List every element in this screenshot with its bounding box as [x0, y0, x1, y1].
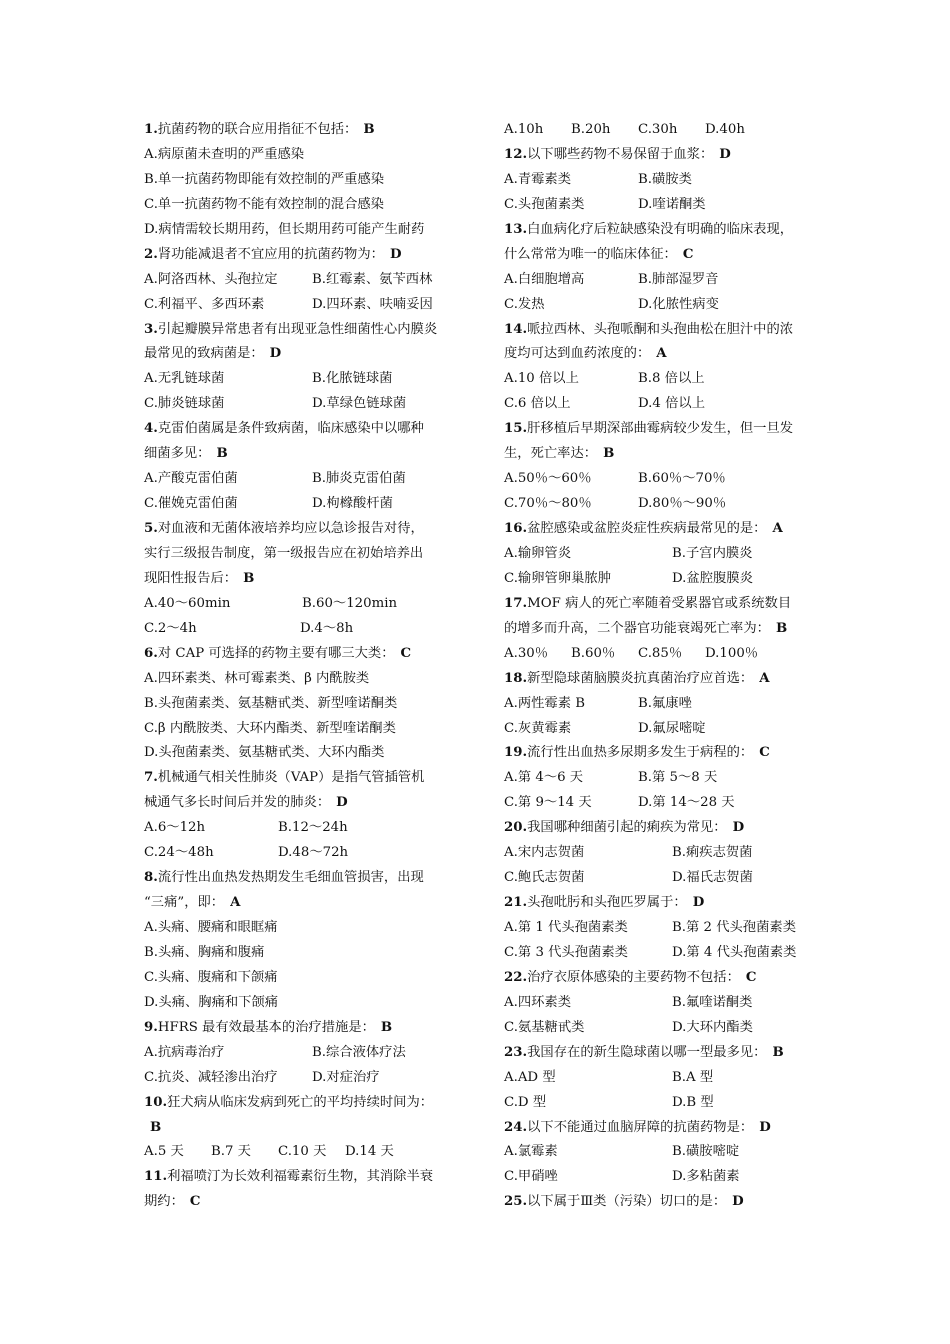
option-text: B.第 5～8 天: [638, 770, 718, 786]
option-row: [144, 467, 460, 492]
question-line: [504, 143, 820, 168]
answer-key: D: [732, 820, 745, 836]
question-number: 18.: [504, 670, 528, 686]
question-number: 5.: [144, 521, 158, 536]
question-text: 现阳性报告后：: [144, 570, 238, 586]
question-line: [144, 642, 460, 667]
option-text: A.30％: [504, 645, 549, 661]
question-line: [504, 891, 820, 916]
option-text: A.AD 型: [504, 1069, 556, 1085]
option-row: [144, 293, 460, 318]
option-row: [504, 542, 820, 567]
question-line: [144, 517, 460, 542]
option-text: B.A 型: [672, 1069, 714, 1085]
question-text: “三痛”，即：: [144, 895, 225, 911]
option-text: B.磺胺类: [638, 171, 692, 187]
question-line: [144, 1091, 460, 1116]
question-number: 4.: [144, 421, 158, 437]
option-row: [504, 791, 820, 816]
question-text: 哌拉西林、头孢哌酮和头孢曲松在胆汁中的浓: [527, 321, 794, 337]
question-text: 新型隐球菌脑膜炎抗真菌治疗应首选：: [527, 670, 754, 686]
question-text: C.β 内酰胺类、大环内酯类、新型喹诺酮类: [144, 720, 396, 736]
answer-key: B: [603, 446, 615, 462]
question-text: 白血病化疗后粒缺感染没有明确的临床表现，: [527, 221, 794, 237]
question-line: [144, 766, 460, 791]
text-line: [144, 143, 460, 168]
question-text: C.单一抗菌药物不能有效控制的混合感染: [144, 196, 384, 212]
option-row: [504, 1066, 820, 1091]
question-line: [504, 517, 820, 542]
question-number: 2.: [144, 246, 158, 262]
option-text: D.对症治疗: [312, 1069, 380, 1085]
question-number: 12.: [504, 146, 528, 162]
option-text: D.喹诺酮类: [638, 196, 706, 212]
option-text: A.6～12h: [144, 820, 206, 836]
option-text: C.输卵管卵巢脓肿: [504, 570, 612, 586]
option-text: A.四环素类: [504, 994, 572, 1010]
option-row: [504, 118, 820, 143]
question-text: 肾功能减退者不宜应用的抗菌药物为：: [157, 246, 384, 262]
option-text: B.子宫内膜炎: [672, 545, 753, 561]
text-line: [144, 168, 460, 193]
option-text: C.30h: [638, 122, 678, 137]
option-text: C.70％～80％: [504, 496, 592, 512]
question-line: [504, 741, 820, 766]
question-number: 24.: [504, 1119, 528, 1135]
option-text: D.100％: [705, 645, 759, 661]
question-line: [504, 417, 820, 442]
option-text: D.40h: [705, 122, 745, 137]
text-line: [504, 617, 820, 642]
question-text: 利福喷汀为长效利福霉素衍生物，其消除半衰: [167, 1169, 434, 1185]
option-row: [504, 1140, 820, 1165]
option-text: A.白细胞增高: [504, 271, 585, 287]
option-row: [504, 367, 820, 392]
option-text: B.60～120min: [302, 595, 398, 611]
option-text: B.肺部湿罗音: [638, 271, 719, 287]
answer-key: D: [732, 1194, 744, 1210]
option-row: [504, 916, 820, 941]
question-text: HFRS 最有效最基本的治疗措施是：: [157, 1019, 375, 1035]
option-text: D.80％～90％: [638, 496, 727, 512]
answer-key: D: [759, 1119, 771, 1135]
option-text: D.四环素、呋喃妥因: [312, 296, 433, 312]
option-text: A.5 天: [144, 1144, 184, 1160]
question-text: 盆腔感染或盆腔炎症性疾病最常见的是：: [527, 521, 767, 536]
answer-key: D: [336, 795, 348, 811]
question-line: [504, 592, 820, 617]
question-text: B.头孢菌素类、氨基糖甙类、新型喹诺酮类: [144, 695, 398, 711]
text-line: [144, 193, 460, 218]
question-text: 度均可达到血药浓度的：: [504, 346, 651, 362]
option-text: B.氟喹诺酮类: [672, 994, 753, 1010]
option-text: C.催娩克雷伯菌: [144, 496, 238, 512]
question-text: B.单一抗菌药物即能有效控制的严重感染: [144, 171, 385, 187]
option-text: A.第 1 代头孢菌素类: [504, 920, 628, 935]
question-number: 11.: [144, 1169, 168, 1185]
question-line: [144, 1016, 460, 1041]
option-text: D.4 倍以上: [638, 396, 705, 412]
text-line: [144, 741, 460, 766]
text-line: [144, 567, 460, 592]
question-line: [504, 966, 820, 991]
question-text: 以下属于Ⅲ类（污染）切口的是：: [527, 1194, 727, 1210]
text-line: [144, 218, 460, 243]
right-column: [504, 118, 820, 1215]
answer-key: B: [775, 620, 788, 636]
question-text: A.头痛、腰痛和眼眶痛: [144, 920, 278, 935]
option-text: C.D 型: [504, 1094, 547, 1110]
question-text: D.头痛、胸痛和下颌痛: [144, 994, 279, 1010]
text-line: [504, 442, 820, 467]
option-row: [504, 642, 820, 667]
question-number: 15.: [504, 421, 528, 437]
answer-key: C: [189, 1194, 201, 1210]
option-text: D.化脓性病变: [638, 296, 719, 312]
question-text: 我国存在的新生隐球菌以哪一型最多见：: [527, 1044, 767, 1060]
question-text: 的增多而升高，二个器官功能衰竭死亡率为：: [504, 620, 770, 636]
question-number: 14.: [504, 321, 528, 337]
option-text: C.第 3 代头孢菌素类: [504, 944, 628, 960]
question-text: 生，死亡率达：: [504, 446, 598, 462]
question-text: 抗菌药物的联合应用指征不包括：: [157, 122, 358, 137]
option-text: B.60％: [571, 645, 616, 661]
option-text: D.大环内酯类: [672, 1019, 753, 1035]
option-row: [504, 1091, 820, 1116]
answer-key: D: [719, 146, 731, 162]
question-text: 最常见的致病菌是：: [144, 346, 264, 362]
question-text: 什么常常为唯一的临床体征：: [504, 246, 677, 262]
option-row: [504, 467, 820, 492]
question-line: [504, 318, 820, 343]
question-number: 19.: [504, 745, 528, 761]
option-row: [504, 841, 820, 866]
option-text: B.60％～70％: [638, 471, 726, 487]
option-row: [144, 367, 460, 392]
option-row: [504, 1165, 820, 1190]
question-text: 引起瓣膜异常患者有出现亚急性细菌性心内膜炎: [157, 321, 438, 337]
option-row: [144, 617, 460, 642]
question-line: [504, 1190, 820, 1215]
option-text: D.第 14～28 天: [638, 795, 735, 811]
option-row: [504, 392, 820, 417]
option-text: C.10 天: [278, 1144, 327, 1160]
option-text: D.14 天: [345, 1144, 394, 1160]
option-text: B.化脓链球菌: [312, 371, 393, 387]
option-text: C.2～4h: [144, 620, 197, 636]
question-line: [144, 118, 460, 143]
answer-key: C: [745, 969, 757, 985]
option-row: [144, 592, 460, 617]
question-text: 头孢吡肟和头孢匹罗属于：: [527, 895, 687, 911]
answer-key: B: [150, 1119, 162, 1135]
left-column: [144, 118, 460, 1215]
option-text: C.氨基糖甙类: [504, 1019, 585, 1035]
question-line: [144, 866, 460, 891]
answer-key: B: [772, 1044, 784, 1060]
question-number: 25.: [504, 1194, 528, 1210]
question-line: [144, 417, 460, 442]
question-line: [144, 1165, 460, 1190]
text-line: [144, 442, 460, 467]
option-text: B.痢疾志贺菌: [672, 845, 753, 861]
option-text: A.输卵管炎: [504, 545, 572, 561]
option-text: D.48～72h: [278, 845, 349, 861]
option-text: D.B 型: [672, 1094, 714, 1110]
question-text: D.病情需较长期用药，但长期用药可能产生耐药: [144, 221, 425, 237]
question-text: 肝移植后早期深部曲霉病较少发生，但一旦发: [527, 421, 794, 437]
option-row: [504, 717, 820, 742]
question-text: 我国哪种细菌引起的痢疾为常见：: [527, 820, 727, 836]
option-text: D.盆腔腹膜炎: [672, 570, 753, 586]
question-line: [504, 1041, 820, 1066]
option-text: D.第 4 代头孢菌素类: [672, 944, 797, 960]
option-text: C.85％: [638, 645, 683, 661]
option-row: [504, 567, 820, 592]
question-line: [504, 667, 820, 692]
question-text: C.头痛、腹痛和下颌痛: [144, 969, 278, 985]
option-text: D.4～8h: [300, 620, 354, 636]
option-row: [504, 991, 820, 1016]
question-number: 6.: [144, 645, 158, 661]
option-row: [144, 392, 460, 417]
option-row: [144, 268, 460, 293]
question-number: 1.: [144, 122, 158, 137]
question-number: 3.: [144, 321, 158, 337]
option-row: [144, 841, 460, 866]
question-text: 治疗衣原体感染的主要药物不包括：: [527, 969, 740, 985]
text-line: [144, 342, 460, 367]
option-row: [144, 1066, 460, 1091]
question-text: 期约：: [144, 1194, 184, 1210]
answer-key: C: [682, 246, 694, 262]
answer-key: B: [216, 446, 228, 462]
option-text: C.6 倍以上: [504, 396, 571, 412]
text-line: [144, 1190, 460, 1215]
option-row: [504, 1016, 820, 1041]
question-number: 23.: [504, 1044, 528, 1060]
option-text: B.第 2 代头孢菌素类: [672, 920, 796, 935]
option-text: B.7 天: [211, 1144, 251, 1160]
answer-key: A: [772, 521, 783, 536]
question-number: 16.: [504, 521, 528, 536]
question-text: 流行性出血热多尿期多发生于病程的：: [527, 745, 754, 761]
question-number: 21.: [504, 895, 528, 911]
option-text: C.第 9～14 天: [504, 795, 592, 811]
question-text: 对血液和无菌体液培养均应以急诊报告对待，: [157, 521, 424, 536]
text-line: [504, 243, 820, 268]
question-text: 以下不能通过血脑屏障的抗菌药物是：: [527, 1119, 754, 1135]
option-text: A.无乳链球菌: [144, 371, 225, 387]
question-line: [144, 318, 460, 343]
option-row: [504, 293, 820, 318]
answer-key: B: [380, 1019, 393, 1035]
option-text: D.多粘菌素: [672, 1169, 740, 1185]
option-row: [504, 866, 820, 891]
option-row: [504, 766, 820, 791]
option-text: C.鲍氏志贺菌: [504, 870, 585, 886]
question-text: B.头痛、胸痛和腹痛: [144, 944, 265, 960]
answer-key: A: [759, 670, 770, 686]
text-line: [144, 717, 460, 742]
option-text: A.阿洛西林、头孢拉定: [144, 271, 278, 287]
option-text: A.青霉素类: [504, 171, 572, 187]
text-line: [144, 1116, 460, 1141]
question-text: 克雷伯菌属是条件致病菌，临床感染中以哪种: [157, 421, 424, 437]
text-line: [144, 692, 460, 717]
text-line: [504, 342, 820, 367]
text-line: [144, 891, 460, 916]
question-text: 对 CAP 可选择的药物主要有哪三大类：: [157, 645, 395, 661]
option-text: C.头孢菌素类: [504, 196, 585, 212]
answer-key: C: [400, 645, 412, 661]
question-number: 22.: [504, 969, 528, 985]
option-text: C.甲硝唑: [504, 1169, 558, 1185]
option-text: C.24～48h: [144, 845, 214, 861]
option-text: B.20h: [571, 122, 611, 137]
option-text: B.肺炎克雷伯菌: [312, 471, 406, 487]
answer-key: D: [269, 346, 282, 362]
text-line: [144, 667, 460, 692]
option-text: A.10 倍以上: [504, 371, 579, 387]
option-text: A.宋内志贺菌: [504, 845, 585, 861]
option-text: A.抗病毒治疗: [144, 1044, 225, 1060]
question-number: 10.: [144, 1094, 168, 1110]
option-text: C.抗炎、减轻渗出治疗: [144, 1069, 278, 1085]
text-line: [144, 991, 460, 1016]
option-text: C.灰黄霉素: [504, 720, 572, 736]
answer-key: C: [759, 745, 770, 761]
option-text: B.12～24h: [278, 820, 348, 836]
text-line: [144, 791, 460, 816]
option-row: [504, 692, 820, 717]
option-row: [144, 816, 460, 841]
question-text: 流行性出血热发热期发生毛细血管损害，出现: [157, 870, 424, 886]
text-line: [144, 941, 460, 966]
text-line: [144, 916, 460, 941]
question-number: 13.: [504, 221, 528, 237]
option-text: D.枸橼酸杆菌: [312, 496, 393, 512]
question-text: D.头孢菌素类、氨基糖甙类、大环内酯类: [144, 745, 385, 761]
option-text: B.红霉素、氨苄西林: [312, 271, 433, 287]
option-text: A.40～60min: [144, 595, 231, 611]
question-line: [504, 816, 820, 841]
question-text: 细菌多见：: [144, 446, 211, 462]
option-text: A.氯霉素: [504, 1144, 558, 1160]
question-text: 实行三级报告制度，第一级报告应在初始培养出: [144, 545, 424, 561]
question-text: 以下哪些药物不易保留于血浆：: [527, 146, 714, 162]
option-text: A.两性霉素 B: [504, 695, 586, 711]
question-line: [504, 1116, 820, 1141]
option-text: B.8 倍以上: [638, 371, 705, 387]
option-text: A.50％～60％: [504, 471, 592, 487]
answer-key: D: [692, 895, 705, 911]
option-row: [504, 168, 820, 193]
question-text: 械通气多长时间后并发的肺炎：: [144, 795, 331, 811]
option-text: A.产酸克雷伯菌: [144, 471, 238, 487]
question-number: 7.: [144, 770, 158, 786]
option-row: [504, 268, 820, 293]
question-number: 20.: [504, 820, 528, 836]
option-row: [144, 1140, 460, 1165]
answer-key: A: [230, 895, 241, 911]
question-line: [144, 243, 460, 268]
question-text: 狂犬病从临床发病到死亡的平均持续时间为：: [167, 1094, 434, 1110]
text-line: [144, 966, 460, 991]
option-row: [144, 1041, 460, 1066]
answer-key: B: [363, 122, 375, 137]
option-text: A.10h: [504, 122, 544, 137]
answer-key: A: [656, 346, 667, 362]
answer-key: B: [243, 570, 255, 586]
question-text: A.四环素类、林可霉素类、β 内酰胺类: [144, 670, 370, 686]
question-line: [504, 218, 820, 243]
option-text: C.肺炎链球菌: [144, 396, 225, 412]
question-text: 机械通气相关性肺炎（VAP）是指气管插管机: [157, 770, 425, 786]
option-text: C.发热: [504, 296, 545, 312]
question-number: 9.: [144, 1019, 158, 1035]
option-text: B.综合液体疗法: [312, 1044, 406, 1060]
question-number: 17.: [504, 595, 528, 611]
option-text: D.福氏志贺菌: [672, 870, 753, 886]
option-row: [504, 492, 820, 517]
option-text: D.草绿色链球菌: [312, 396, 407, 412]
option-text: C.利福平、多西环素: [144, 296, 265, 312]
option-text: B.磺胺嘧啶: [672, 1144, 740, 1160]
option-text: A.第 4～6 天: [504, 770, 584, 786]
option-text: D.氟尿嘧啶: [638, 720, 706, 736]
option-row: [504, 193, 820, 218]
option-row: [144, 492, 460, 517]
question-text: A.病原菌未查明的严重感染: [144, 146, 305, 162]
question-number: 8.: [144, 870, 158, 886]
text-line: [144, 542, 460, 567]
option-text: B.氟康唑: [638, 695, 692, 711]
question-text: MOF 病人的死亡率随着受累器官或系统数目: [527, 595, 792, 611]
option-row: [504, 941, 820, 966]
answer-key: D: [389, 246, 402, 262]
